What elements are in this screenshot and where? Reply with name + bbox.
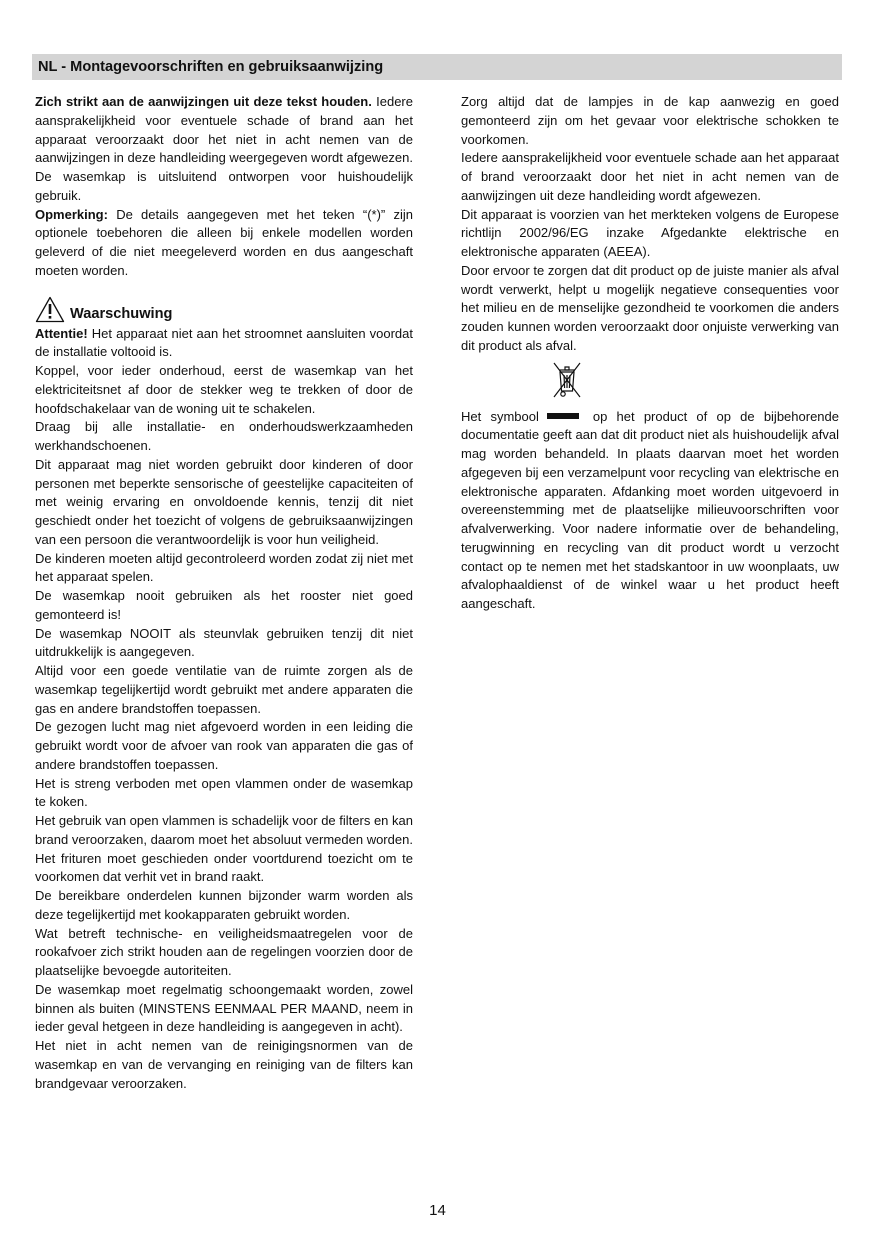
left-column (35, 93, 413, 1093)
page-number: 14 (429, 1202, 446, 1219)
symbol-text-after: op het product of op de bijbehorende documentatie geeft aan dat dit product niet als huishoudelijk afval mag worden behandeld. In plaats daarvan moet het worden afgegeven bij een verzamelpunt voor recycling van elektrische en elektronische apparaten. Afdanking moet worden uitgevoerd in overeenstemming met de plaatselijke milieuvoorschriften voor afvalverwerking. Voor nadere informatie over de behandeling, terugwinning en recycling van dit product wordt u verzocht contact op te nemen met het stadskantoor in uw woonplaats, uw afvalophaaldienst of de winkel waar u het product heeft aangeschaft. (461, 408, 839, 611)
attention-text: Het apparaat niet aan het stroomnet aansluiten voordat de installatie voltooid is. (35, 325, 413, 360)
warning-heading (35, 293, 413, 323)
black-bar-symbol-icon (547, 413, 579, 419)
symbol-paragraph (461, 408, 839, 614)
warning-paragraph: Het frituren moet geschieden onder voortdurend toezicht om te voorkomen dat verhit vet in brand raakt. (35, 850, 413, 885)
warning-triangle-icon (35, 296, 65, 323)
info-paragraph: Door ervoor te zorgen dat dit product op de juiste manier als afval wordt verwerkt, helpt u mogelijk negatieve consequenties voor het milieu en de menselijke gezondheid te voorkomen die anders zouden kunnen worden veroorzaakt door onjuiste verwerking van dit product als afval. (461, 262, 839, 353)
attention-lead: Attentie! (35, 325, 88, 341)
note-text: De details aangegeven met het teken “(*)” zijn optionele toebehoren die alleen bij enkele modellen worden geleverd of die niet meegeleverd worden en dus aangeschaft moeten worden. (35, 206, 413, 278)
warning-paragraph: Wat betreft technische- en veiligheidsmaatregelen voor de rookafvoer zich strikt houden aan de regelingen voorzien door de plaatselijke bevoegde autoriteiten. (35, 925, 413, 978)
info-paragraph: Zorg altijd dat de lampjes in de kap aanwezig en goed gemonteerd zijn om het gevaar voor elektrische schokken te voorkomen. (461, 94, 839, 147)
warning-paragraph: Altijd voor een goede ventilatie van de ruimte zorgen als de wasemkap tegelijkertijd wordt gebruikt met andere apparaten die gas en andere brandstoffen toepassen. (35, 663, 413, 716)
warning-paragraph: De bereikbare onderdelen kunnen bijzonder warm worden als deze tegelijkertijd met kookapparaten gebruikt worden. (35, 888, 413, 922)
info-paragraph: Dit apparaat is voorzien van het merkteken volgens de Europese richtlijn 2002/96/EG inzake Afgedankte elektrische en elektronische apparaten (AEEA). (461, 206, 839, 259)
note-lead: Opmerking: (35, 206, 108, 222)
warning-paragraph: De kinderen moeten altijd gecontroleerd worden zodat zij niet met het apparaat spelen. (35, 550, 413, 585)
warning-paragraph: De wasemkap nooit gebruiken als het rooster niet goed gemonteerd is! (35, 588, 413, 622)
warning-paragraph: Draag bij alle installatie- en onderhoudswerkzaamheden werkhandschoenen. (35, 419, 413, 453)
attention-paragraph (35, 325, 413, 363)
intro-text: Iedere aansprakelijkheid voor eventuele schade of brand aan het apparaat veroorzaakt door het niet in acht nemen van de aanwijzingen in deze handleiding weergegeven wordt afgewezen. De wasemkap is uitsluitend ontworpen voor huishoudelijk gebruik. (35, 94, 413, 203)
warning-paragraph: Koppel, voor ieder onderhoud, eerst de wasemkap van het elektriciteitsnet af door de stekker weg te trekken of door de hoofdschakelaar van de woning uit te schakelen. (35, 363, 413, 416)
warning-paragraph: De wasemkap moet regelmatig schoongemaakt worden, zowel binnen als buiten (MINSTENS EENMAAL PER MAAND, neem in ieder geval hetgeen in deze handleiding is aangegeven in acht). (35, 981, 413, 1035)
note-paragraph (35, 206, 413, 281)
warning-paragraph: De wasemkap NOOIT als steunvlak gebruiken tenzij dit niet uitdrukkelijk is aangegeven. (35, 625, 413, 660)
warning-paragraph: Het niet in acht nemen van de reinigingsnormen van de wasemkap en van de vervanging en reiniging van de filters kan brandgevaar veroorzaken. (35, 1038, 413, 1091)
warning-paragraph: De gezogen lucht mag niet afgevoerd worden in een leiding die gebruikt wordt voor de afvoer van rook van apparaten die gas of andere brandstoffen toepassen. (35, 719, 413, 772)
intro-paragraph (35, 93, 413, 206)
intro-lead: Zich strikt aan de aanwijzingen uit deze tekst houden. (35, 94, 372, 109)
warning-paragraph: Het is streng verboden met open vlammen onder de wasemkap te koken. (35, 775, 413, 810)
warning-paragraph: Het gebruik van open vlammen is schadelijk voor de filters en kan brand veroorzaken, daarom moet het absoluut vermeden worden. (35, 813, 413, 847)
warning-paragraph: Dit apparaat mag niet worden gebruikt door kinderen of door personen met beperkte sensorische of geestelijke capaciteiten of met weinig ervaring en onvoldoende kennis, tenzij dit niet geschiedt onder het toezicht of volgens de gebruiksaanwijzingen van een persoon die verantwoordelijk is voor hun veiligheid. (35, 456, 413, 547)
crossed-out-wheelie-bin-icon (550, 360, 584, 400)
section-header-bar (32, 54, 842, 80)
section-title: NL - Montagevoorschriften en gebruiksaanwijzing (38, 59, 384, 75)
weee-symbol-block (461, 358, 839, 404)
symbol-text-before: Het symbool (461, 408, 539, 424)
warning-title: Waarschuwing (70, 305, 173, 322)
info-paragraph: Iedere aansprakelijkheid voor eventuele schade aan het apparaat of brand veroorzaakt door het niet in acht nemen van de aanwijzingen uit deze handleiding wordt afgewezen. (461, 150, 839, 203)
right-column (461, 93, 839, 614)
